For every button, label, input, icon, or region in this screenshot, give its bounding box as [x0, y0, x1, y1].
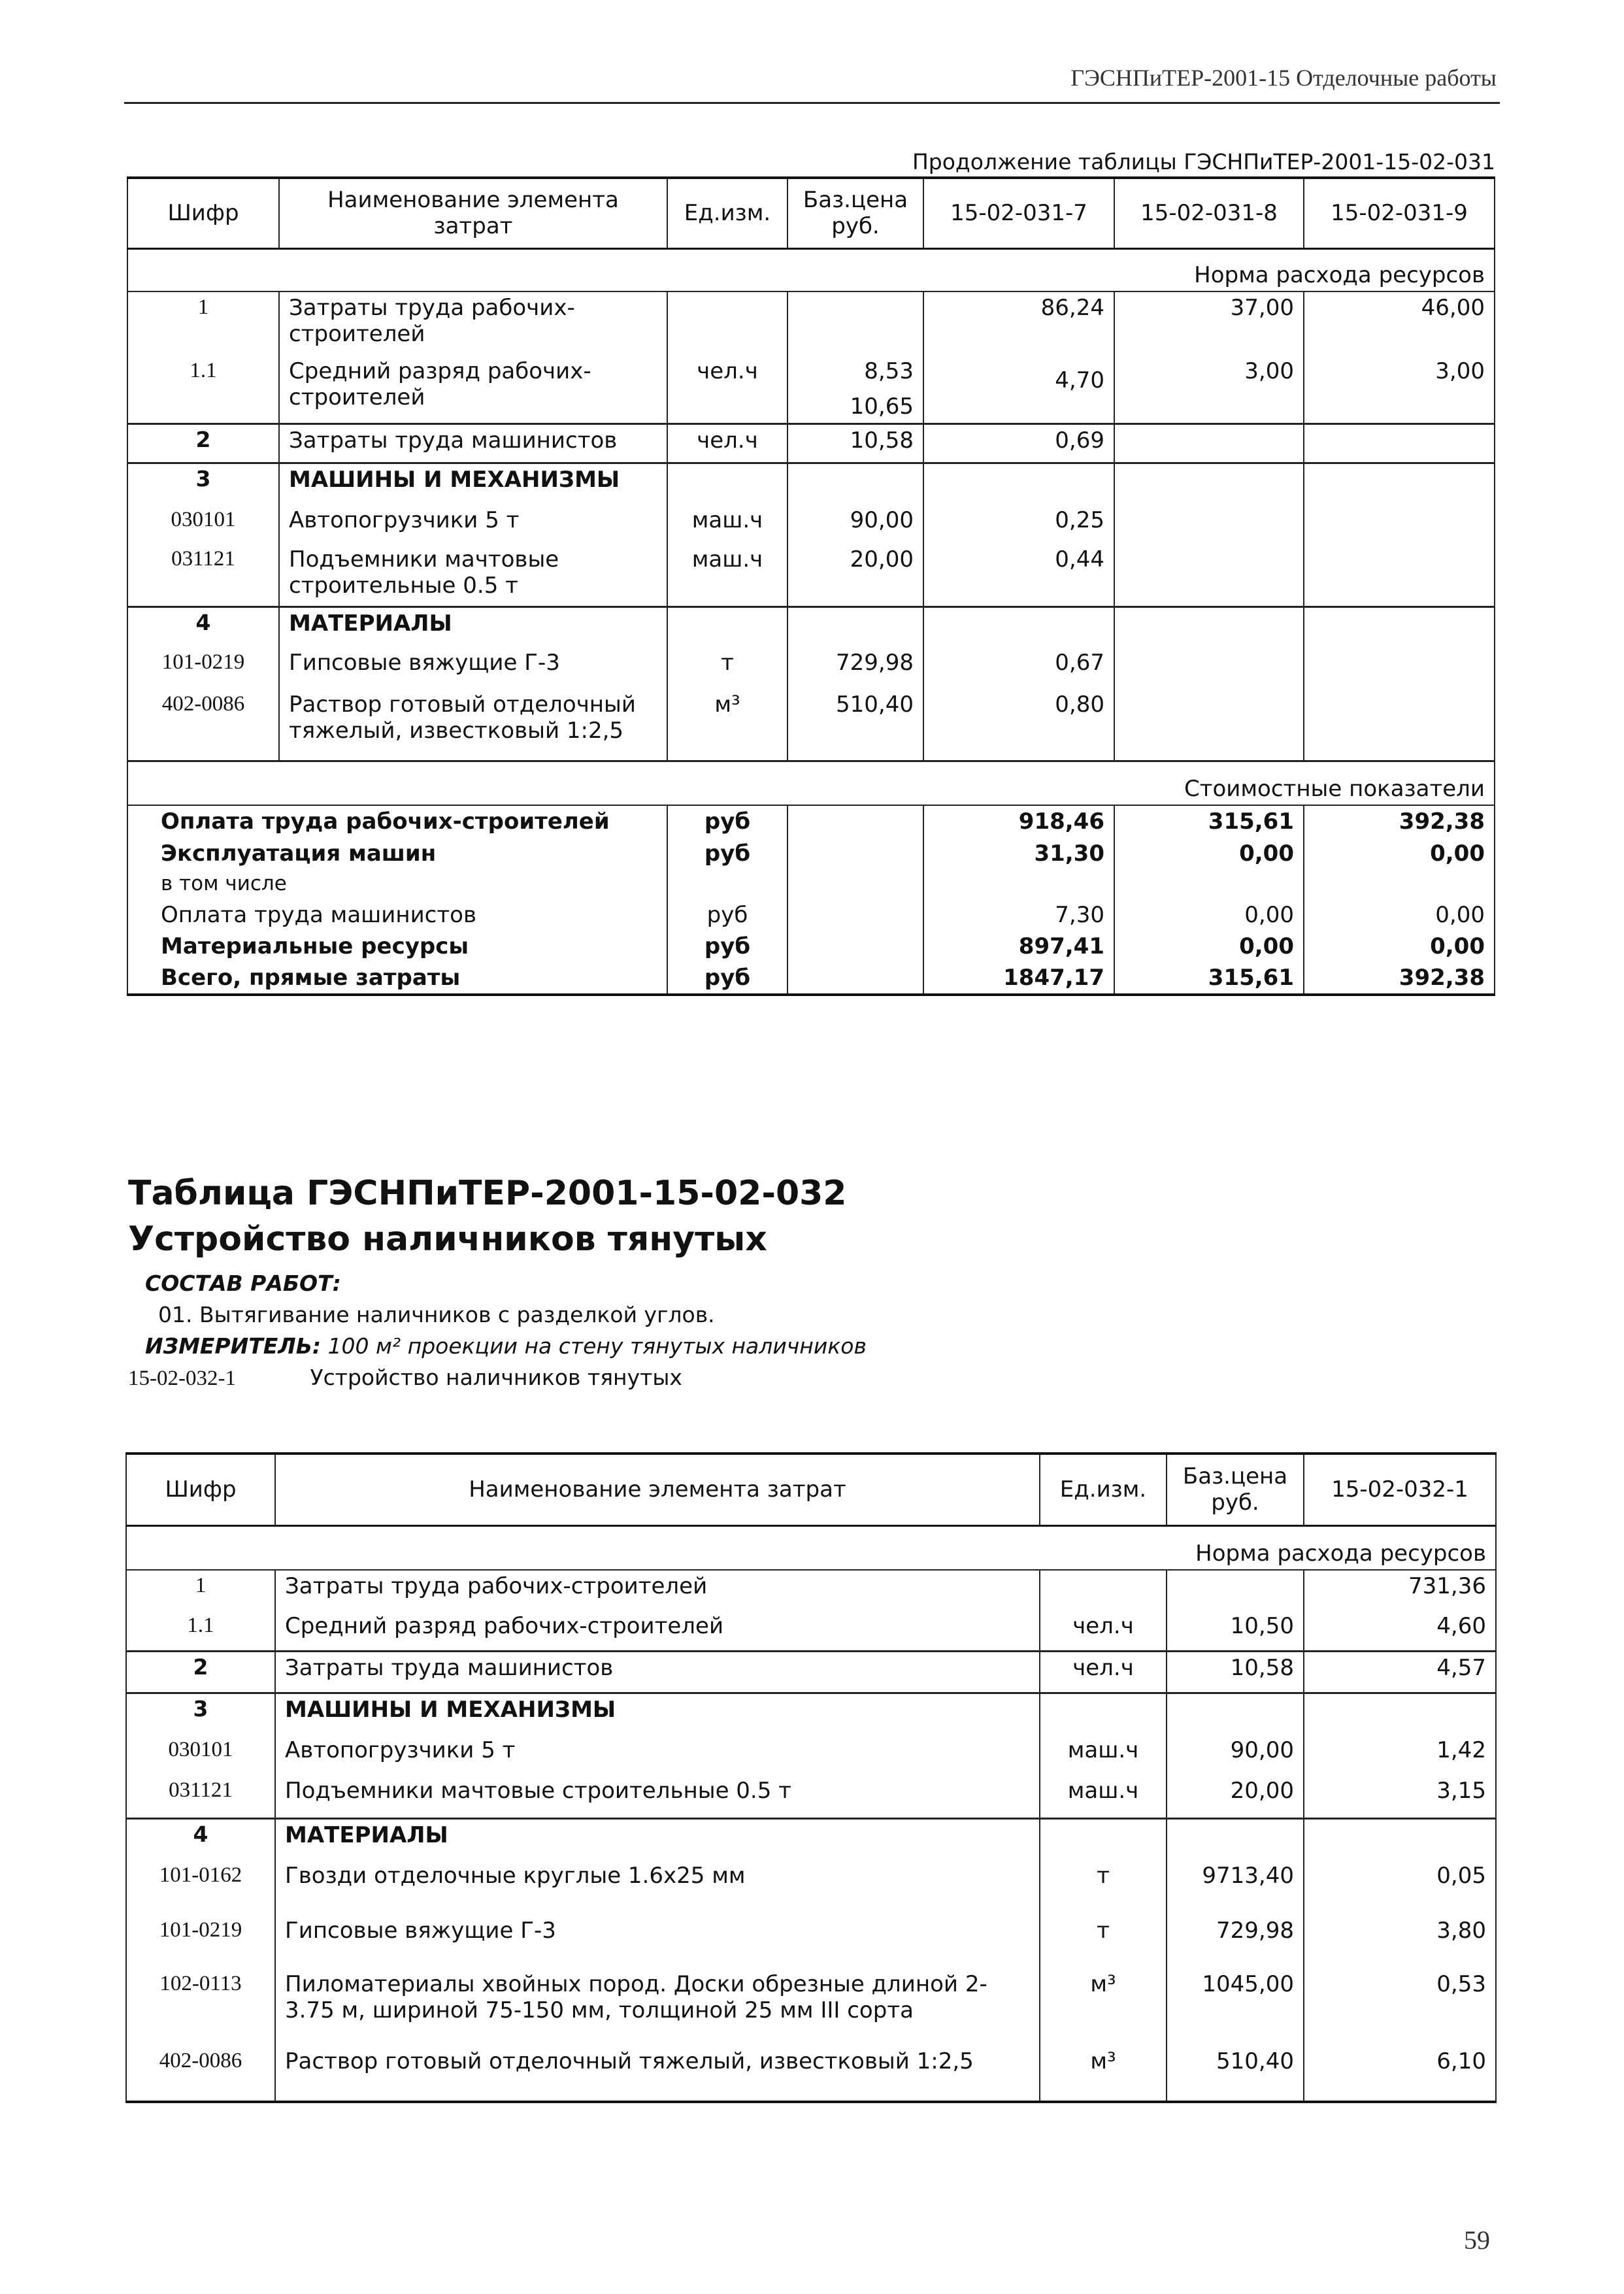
variant-name: Устройство наличников тянутых — [310, 1365, 682, 1390]
cost-row: Всего, прямые затраты руб 1847,17 315,61 392,38 — [127, 962, 1495, 995]
cost-row: Оплата труда рабочих-строителей руб 918,46 315,61 392,38 — [127, 805, 1495, 838]
table-row: 1 Затраты труда рабочих-строителей 86,24 37,00 46,00 — [127, 291, 1495, 356]
norms-label: Норма расхода ресурсов — [127, 248, 1495, 291]
table-row: 1 Затраты труда рабочих-строителей 731,36 — [126, 1570, 1496, 1610]
table-subtitle: Устройство наличников тянутых — [128, 1220, 767, 1259]
table-row: 2 Затраты труда машинистов чел.ч 10,58 0,69 — [127, 424, 1495, 463]
table-row: 2 Затраты труда машинистов чел.ч 10,58 4,57 — [126, 1651, 1496, 1693]
table-row: 4 МАТЕРИАЛЫ — [127, 607, 1495, 647]
resource-table-15-02-031 — [127, 176, 1495, 996]
table-row: 3 МАШИНЫ И МЕХАНИЗМЫ — [127, 463, 1495, 505]
table-row: 030101 Автопогрузчики 5 т маш.ч 90,00 1,42 — [126, 1735, 1496, 1775]
cost-row: в том числе — [127, 869, 1495, 899]
table-row: 1.1 Средний разряд рабочих-строителей чел.ч 8,53 10,65 4,70 3,00 3,00 — [127, 356, 1495, 424]
col-header-unit: Ед.изм. — [1040, 1454, 1167, 1525]
norms-label: Норма расхода ресурсов — [126, 1525, 1496, 1570]
cost-row: Эксплуатация машин руб 31,30 0,00 0,00 — [127, 838, 1495, 869]
composition-item: 01. Вытягивание наличников с разделкой углов. — [158, 1302, 715, 1327]
col-header-code: Шифр — [127, 178, 279, 248]
cost-row: Оплата труда машинистов руб 7,30 0,00 0,00 — [127, 899, 1495, 931]
table-row: 4 МАТЕРИАЛЫ — [126, 1818, 1496, 1860]
table-title: Таблица ГЭСНПиТЕР-2001-15-02-032 — [128, 1174, 847, 1213]
meter-label: ИЗМЕРИТЕЛЬ: — [145, 1333, 322, 1359]
table-row: 402-0086 Раствор готовый отделочный тяжелый, известковый 1:2,5 м³ 510,40 0,80 — [127, 689, 1495, 761]
col-header-name: Наименование элемента затрат — [279, 178, 667, 248]
col-header-name: Наименование элемента затрат — [275, 1454, 1040, 1525]
col-header-unit: Ед.изм. — [667, 178, 787, 248]
variant-line — [128, 1365, 682, 1391]
col-header-v1: 15-02-031-7 — [923, 178, 1114, 248]
cost-label-row — [127, 761, 1495, 805]
resource-table-15-02-032 — [125, 1452, 1497, 2103]
table-row: 031121 Подъемники мачтовые строительные 0.5 т маш.ч 20,00 3,15 — [126, 1775, 1496, 1818]
col-header-v3: 15-02-031-9 — [1304, 178, 1495, 248]
table-row: 101-0219 Гипсовые вяжущие Г-3 т 729,98 3,80 — [126, 1915, 1496, 1969]
col-header-v2: 15-02-031-8 — [1114, 178, 1304, 248]
table-row: 102-0113 Пиломатериалы хвойных пород. Доски обрезные длиной 2-3.75 м, шириной 75-150 мм, толщиной 25 мм III сорта м³ 1045,00 0,53 — [126, 1969, 1496, 2046]
col-header-price: Баз.цена руб. — [1167, 1454, 1304, 1525]
table-row: 1.1 Средний разряд рабочих-строителей чел.ч 10,50 4,60 — [126, 1610, 1496, 1651]
cost-row: Материальные ресурсы руб 897,41 0,00 0,00 — [127, 931, 1495, 962]
table-continuation-caption: Продолжение таблицы ГЭСНПиТЕР-2001-15-02-031 — [912, 149, 1495, 175]
composition-label: СОСТАВ РАБОТ: — [145, 1271, 341, 1296]
table-row: 101-0219 Гипсовые вяжущие Г-3 т 729,98 0,67 — [127, 647, 1495, 689]
cost-label: Стоимостные показатели — [127, 761, 1495, 805]
variant-code: 15-02-032-1 — [128, 1367, 236, 1390]
table-row: 402-0086 Раствор готовый отделочный тяжелый, известковый 1:2,5 м³ 510,40 6,10 — [126, 2046, 1496, 2102]
table-header-row — [126, 1454, 1496, 1525]
table-row: 030101 Автопогрузчики 5 т маш.ч 90,00 0,25 — [127, 505, 1495, 544]
meter-value: 100 м² проекции на стену тянутых наличников — [327, 1333, 867, 1359]
page-number: 59 — [1464, 2225, 1490, 2255]
table-header-row — [127, 178, 1495, 248]
header-rule — [124, 102, 1500, 104]
running-header: ГЭСНПиТЕР-2001-15 Отделочные работы — [1070, 65, 1497, 91]
norms-label-row — [126, 1525, 1496, 1570]
norms-label-row — [127, 248, 1495, 291]
col-header-v1: 15-02-032-1 — [1304, 1454, 1496, 1525]
col-header-price: Баз.цена руб. — [787, 178, 923, 248]
meter-line — [145, 1333, 867, 1359]
table-row: 3 МАШИНЫ И МЕХАНИЗМЫ — [126, 1693, 1496, 1735]
table-row: 101-0162 Гвозди отделочные круглые 1.6x25 мм т 9713,40 0,05 — [126, 1860, 1496, 1915]
table-row: 031121 Подъемники мачтовые строительные 0.5 т маш.ч 20,00 0,44 — [127, 544, 1495, 607]
col-header-code: Шифр — [126, 1454, 275, 1525]
